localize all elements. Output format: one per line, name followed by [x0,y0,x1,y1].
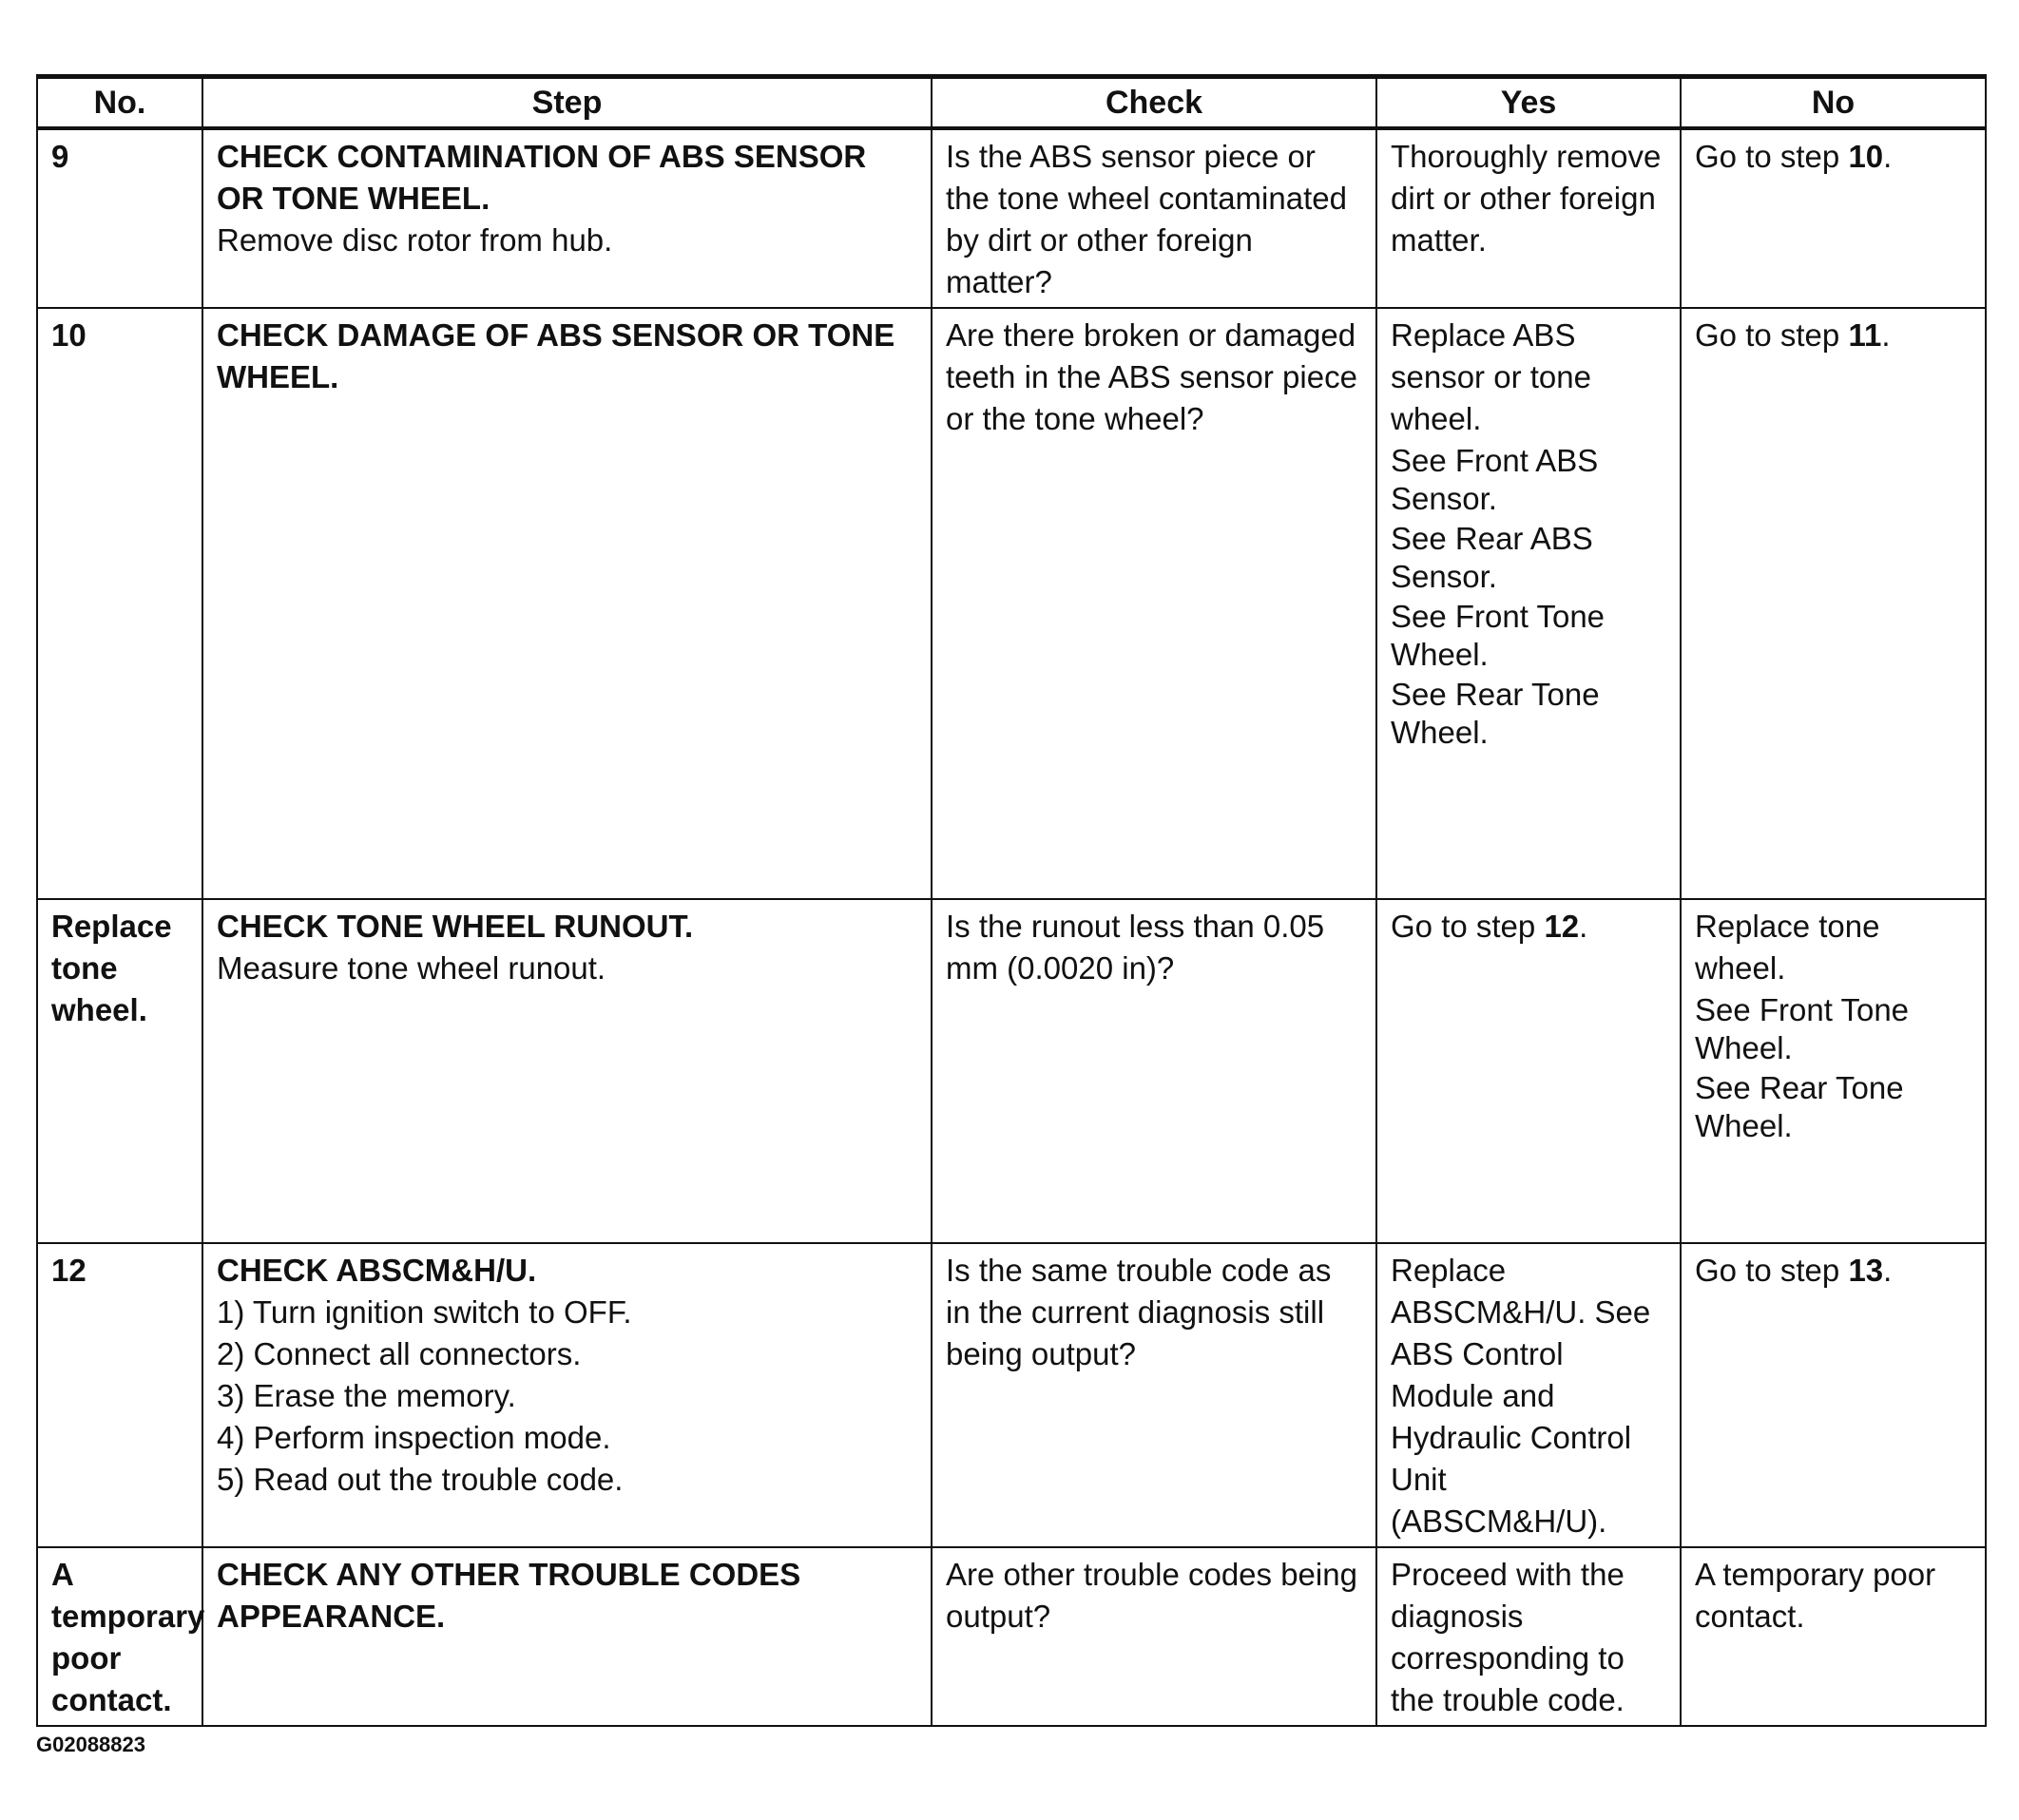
check-question: Are there broken or damaged teeth in the ABS sensor piece or the tone wheel? [946,317,1357,436]
goto-prefix: Go to step [1695,317,1840,353]
no-cell [1681,128,1986,308]
reference-link[interactable]: See Rear ABS Sensor. [1391,521,1593,594]
header-yes: Yes [1376,77,1681,129]
yes-action: Proceed with the diagnosis corresponding to the trouble code. [1391,1557,1625,1717]
step-instruction: 5) Read out the trouble code. [217,1462,624,1497]
no-action [1695,136,1973,178]
step-title: CHECK CONTAMINATION OF ABS SENSOR OR TONE WHEEL. [217,139,867,216]
goto-step-number: 10 [1848,139,1884,174]
check-question: Are other trouble codes being output? [946,1557,1357,1634]
yes-cell [1376,308,1681,899]
diagnostic-table [36,74,1987,1727]
table-row [37,1547,1986,1726]
reference-link[interactable]: See Rear Tone Wheel. [1391,677,1600,750]
step-cell [202,1547,932,1726]
step-title: CHECK TONE WHEEL RUNOUT. [217,909,694,944]
check-cell [932,1547,1376,1726]
table-row [37,1243,1986,1547]
step-title: CHECK ABSCM&H/U. [217,1253,537,1288]
table-header-row [37,77,1986,129]
step-cell [202,1243,932,1547]
step-number: 9 [37,128,202,308]
no-cell [1681,308,1986,899]
no-cell [1681,1547,1986,1726]
goto-step-number: 13 [1848,1253,1884,1288]
yes-cell [1376,1547,1681,1726]
reference-link[interactable]: See Front Tone Wheel. [1391,599,1606,672]
header-step: Step [202,77,932,129]
header-no-column: No [1681,77,1986,129]
step-number: 10 [37,308,202,899]
reference-link[interactable]: See Front Tone Wheel. [1695,992,1910,1065]
no-action [1695,315,1973,356]
check-question: Is the same trouble code as in the current diagnosis still being output? [946,1253,1332,1371]
step-number: 12 [37,1243,202,1547]
step-title: CHECK DAMAGE OF ABS SENSOR OR TONE WHEEL. [217,317,895,394]
check-cell [932,308,1376,899]
yes-cell [1376,1243,1681,1547]
check-question: Is the ABS sensor piece or the tone wheel contaminated by dirt or other foreign matter? [946,139,1347,299]
step-instruction: 2) Connect all connectors. [217,1336,582,1371]
goto-step-number: 12 [1544,909,1580,944]
step-cell [202,899,932,1243]
step-instruction: 3) Erase the memory. [217,1378,516,1413]
check-cell [932,1243,1376,1547]
yes-action [1391,906,1668,948]
table-row [37,128,1986,308]
step-cell [202,128,932,308]
goto-suffix: . [1883,1253,1893,1288]
goto-prefix: Go to step [1391,909,1536,944]
no-cell [1681,899,1986,1243]
step-cell [202,308,932,899]
table-row [37,308,1986,899]
step-number: A temporary poor contact. [37,1547,202,1726]
yes-cell [1376,128,1681,308]
no-action: A temporary poor contact. [1695,1557,1936,1634]
goto-prefix: Go to step [1695,139,1840,174]
goto-prefix: Go to step [1695,1253,1840,1288]
goto-suffix: . [1883,139,1893,174]
reference-link[interactable]: See Front ABS Sensor. [1391,443,1599,516]
step-instruction: Remove disc rotor from hub. [217,222,613,258]
step-title: CHECK ANY OTHER TROUBLE CODES APPEARANCE. [217,1557,801,1634]
header-no: No. [37,77,202,129]
yes-action: Replace ABSCM&H/U. See ABS Control Module and Hydraulic Control Unit (ABSCM&H/U). [1391,1253,1651,1539]
step-instruction: 4) Perform inspection mode. [217,1420,611,1455]
no-cell [1681,1243,1986,1547]
yes-action: Thoroughly remove dirt or other foreign matter. [1391,139,1662,258]
check-cell [932,128,1376,308]
no-action [1695,1250,1973,1292]
yes-action: Replace ABS sensor or tone wheel. [1391,317,1591,436]
goto-step-number: 11 [1848,317,1882,353]
header-check: Check [932,77,1376,129]
no-action: Replace tone wheel. [1695,909,1880,986]
step-number: Replace tone wheel. [37,899,202,1243]
check-question: Is the runout less than 0.05 mm (0.0020 in)? [946,909,1325,986]
goto-suffix: . [1579,909,1588,944]
step-instruction: 1) Turn ignition switch to OFF. [217,1294,632,1330]
figure-id: G02088823 [36,1733,145,1756]
table-row [37,899,1986,1243]
reference-link[interactable]: See Rear Tone Wheel. [1695,1070,1904,1143]
step-instruction: Measure tone wheel runout. [217,950,606,986]
check-cell [932,899,1376,1243]
yes-cell [1376,899,1681,1243]
goto-suffix: . [1881,317,1891,353]
